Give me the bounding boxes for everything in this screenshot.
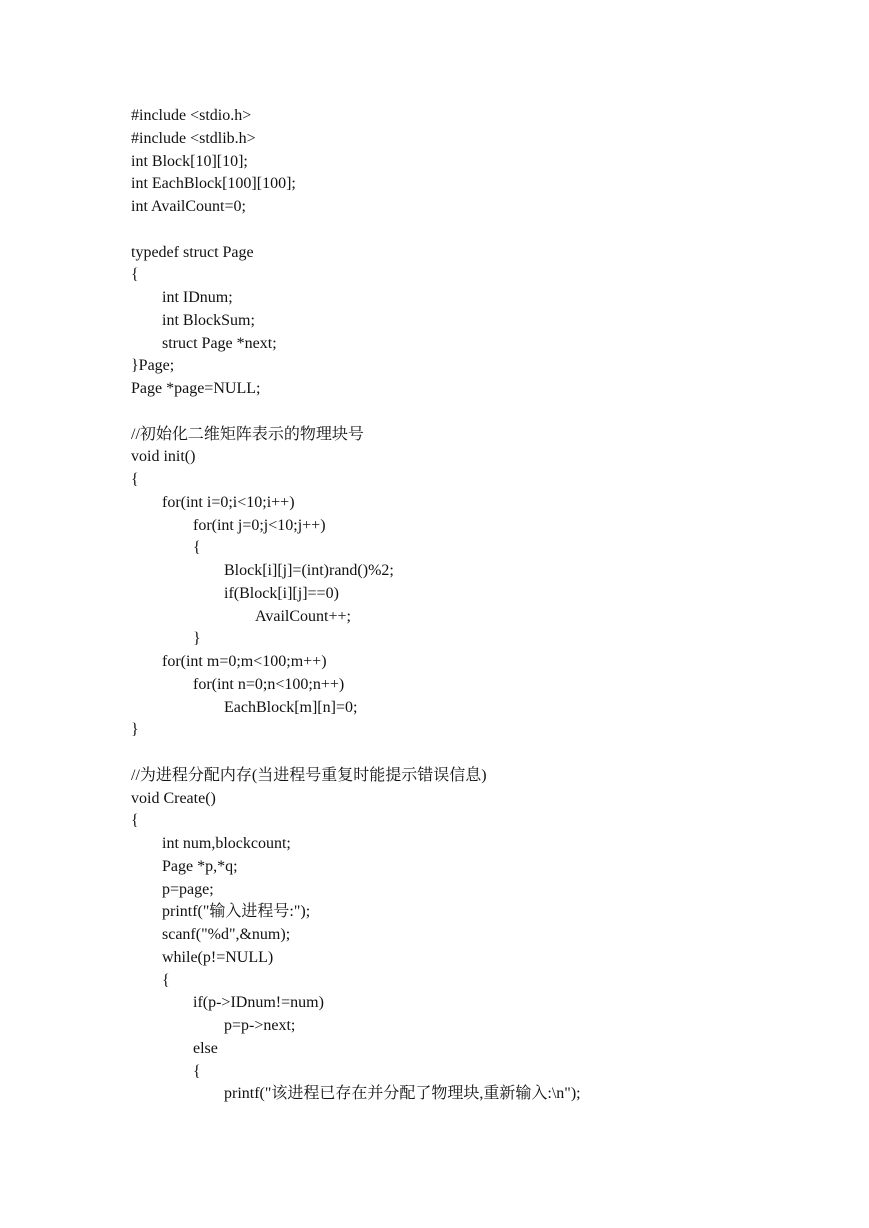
code-line: scanf("%d",&num); <box>162 926 291 943</box>
code-line: int BlockSum; <box>162 311 255 329</box>
code-line: for(int m=0;m<100;m++) <box>162 653 327 670</box>
code-line: while(p!=NULL) <box>162 948 274 966</box>
code-line: }Page; <box>131 357 175 375</box>
code-line: Block[i][j]=(int)rand()%2; <box>224 562 394 579</box>
code-line: #include <stdio.h> <box>131 107 252 124</box>
code-line: EachBlock[m][n]=0; <box>224 698 358 716</box>
code-line: p=page; <box>162 880 214 898</box>
code-line: Page *p,*q; <box>162 857 238 875</box>
code-line: Page *page=NULL; <box>131 380 261 397</box>
blank-line <box>131 219 581 242</box>
code-line: struct Page *next; <box>162 334 277 352</box>
code-line: //为进程分配内存(当进程号重复时能提示错误信息) <box>131 766 487 784</box>
code-line: p=p->next; <box>224 1017 296 1034</box>
code-line: { <box>193 539 201 557</box>
code-line: void Create() <box>131 789 216 807</box>
code-line: { <box>162 971 170 989</box>
code-line: //初始化二维矩阵表示的物理块号 <box>131 425 364 443</box>
code-line: void init() <box>131 448 196 466</box>
code-line: int num,blockcount; <box>162 835 291 852</box>
code-line: { <box>131 266 139 284</box>
code-line: AvailCount++; <box>255 607 351 625</box>
code-line: int EachBlock[100][100]; <box>131 175 296 193</box>
code-line: else <box>193 1039 218 1057</box>
code-listing <box>131 105 581 1106</box>
code-line: int AvailCount=0; <box>131 198 246 215</box>
code-line: typedef struct Page <box>131 243 254 261</box>
code-line: } <box>193 630 201 648</box>
code-line: if(p->IDnum!=num) <box>193 994 324 1012</box>
code-line: for(int n=0;n<100;n++) <box>193 675 345 693</box>
code-line: for(int j=0;j<10;j++) <box>193 516 326 534</box>
code-line: #include <stdlib.h> <box>131 129 256 147</box>
code-line: int IDnum; <box>162 289 233 306</box>
code-line: if(Block[i][j]==0) <box>224 584 339 602</box>
code-line: { <box>131 812 139 830</box>
code-line: } <box>131 721 139 739</box>
code-line: printf("该进程已存在并分配了物理块,重新输入:\n"); <box>224 1085 581 1103</box>
blank-line <box>131 401 581 424</box>
code-line: int Block[10][10]; <box>131 152 248 170</box>
code-line: { <box>131 471 139 488</box>
code-line: for(int i=0;i<10;i++) <box>162 493 295 511</box>
code-line: printf("输入进程号:"); <box>162 903 311 921</box>
blank-line <box>131 742 581 765</box>
code-line: { <box>193 1062 201 1080</box>
